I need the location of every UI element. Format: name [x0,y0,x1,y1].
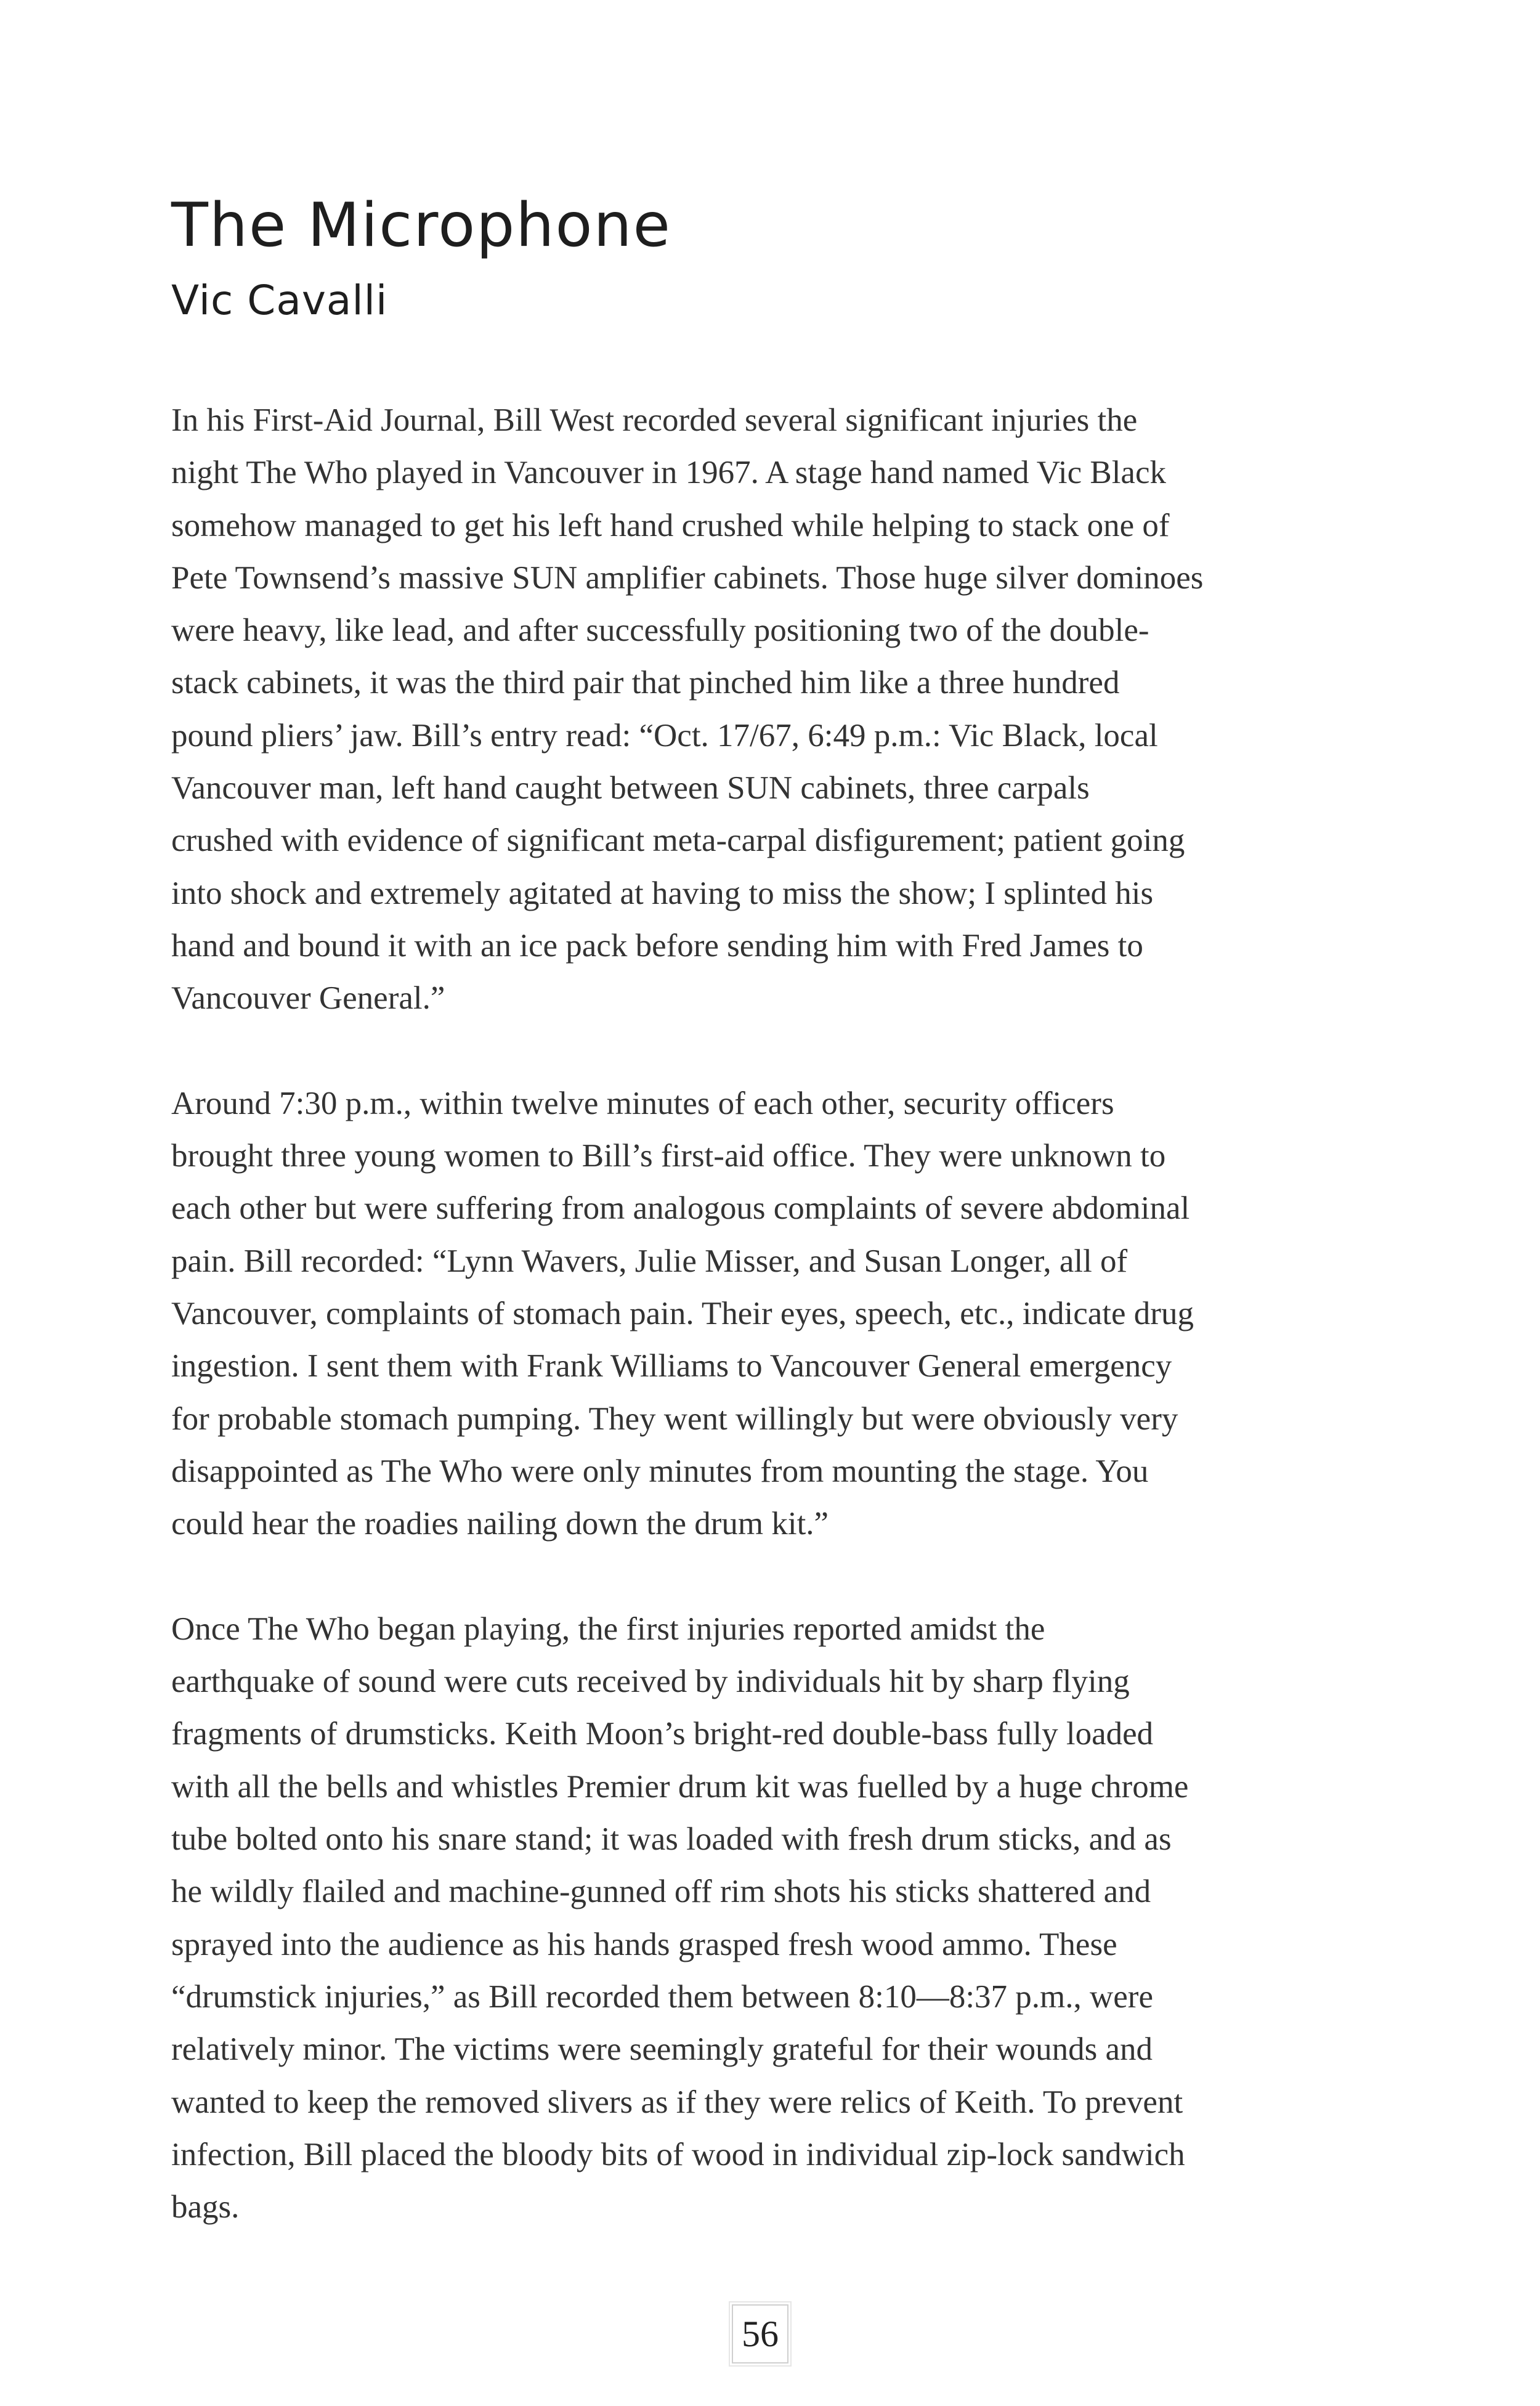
paragraph-2 [171,1078,1379,1551]
text-line: In his First-Aid Journal, Bill West recorded several significant injuries the [171,402,1138,438]
text-line: pound pliers’ jaw. Bill’s entry read: “Oct. 17/67, 6:49 p.m.: Vic Black, local [171,717,1158,754]
text-line: Vancouver man, left hand caught between SUN cabinets, three carpals [171,770,1090,807]
text-line: could hear the roadies nailing down the drum kit.” [171,1506,829,1542]
text-line: “drumstick injuries,” as Bill recorded them between 8:10—8:37 p.m., were [171,1978,1153,2015]
text-line: relatively minor. The victims were seemingly grateful for their wounds and [171,2031,1153,2068]
text-line: disappointed as The Who were only minutes from mounting the stage. You [171,1453,1149,1489]
text-line: brought three young women to Bill’s first-aid office. They were unknown to [171,1138,1166,1174]
text-line: Vancouver General.” [171,980,445,1017]
text-line: Pete Townsend’s massive SUN amplifier cabinets. Those huge silver dominoes [171,559,1204,596]
text-line: Vancouver, complaints of stomach pain. Their eyes, speech, etc., indicate drug [171,1296,1194,1332]
text-line: sprayed into the audience as his hands grasped fresh wood ammo. These [171,1926,1117,1962]
text-line: he wildly flailed and machine-gunned off rim shots his sticks shattered and [171,1874,1151,1910]
text-line: Around 7:30 p.m., within twelve minutes of each other, security officers [171,1085,1114,1121]
text-line: bags. [171,2189,240,2225]
text-line: for probable stomach pumping. They went willingly but were obviously very [171,1400,1178,1437]
text-line: fragments of drumsticks. Keith Moon’s bright-red double-bass fully loaded [171,1716,1154,1752]
text-line: Once The Who began playing, the first injuries reported amidst the [171,1611,1045,1647]
text-line: tube bolted onto his snare stand; it was loaded with fresh drum sticks, and as [171,1821,1172,1858]
text-line: pain. Bill recorded: “Lynn Wavers, Julie Misser, and Susan Longer, all of [171,1243,1128,1279]
text-line: infection, Bill placed the bloody bits of wood in individual zip-lock sandwich [171,2136,1185,2172]
text-line: stack cabinets, it was the third pair that pinched him like a three hundred [171,665,1120,701]
author-name: Vic Cavalli [171,277,388,324]
page-number: 56 [732,2304,788,2363]
paragraph-3 [171,1603,1379,2234]
paragraph-1 [171,394,1379,1025]
text-line: crushed with evidence of significant meta-carpal disfigurement; patient going [171,823,1185,859]
text-line: earthquake of sound were cuts received by individuals hit by sharp flying [171,1664,1130,1700]
text-line: night The Who played in Vancouver in 1967. A stage hand named Vic Black [171,455,1166,491]
text-line: with all the bells and whistles Premier drum kit was fuelled by a huge chrome [171,1768,1189,1805]
text-line: somehow managed to get his left hand crushed while helping to stack one of [171,507,1170,543]
text-line: into shock and extremely agitated at having to miss the show; I splinted his [171,875,1154,911]
text-line: ingestion. I sent them with Frank Williams to Vancouver General emergency [171,1348,1172,1384]
article-body [171,394,1379,2286]
text-line: were heavy, like lead, and after successfully positioning two of the double- [171,612,1149,649]
page-title: The Microphone [171,190,671,261]
text-line: each other but were suffering from analogous complaints of severe abdominal [171,1190,1190,1227]
text-line: hand and bound it with an ice pack before sending him with Fred James to [171,927,1143,964]
text-line: wanted to keep the removed slivers as if they were relics of Keith. To prevent [171,2084,1183,2120]
